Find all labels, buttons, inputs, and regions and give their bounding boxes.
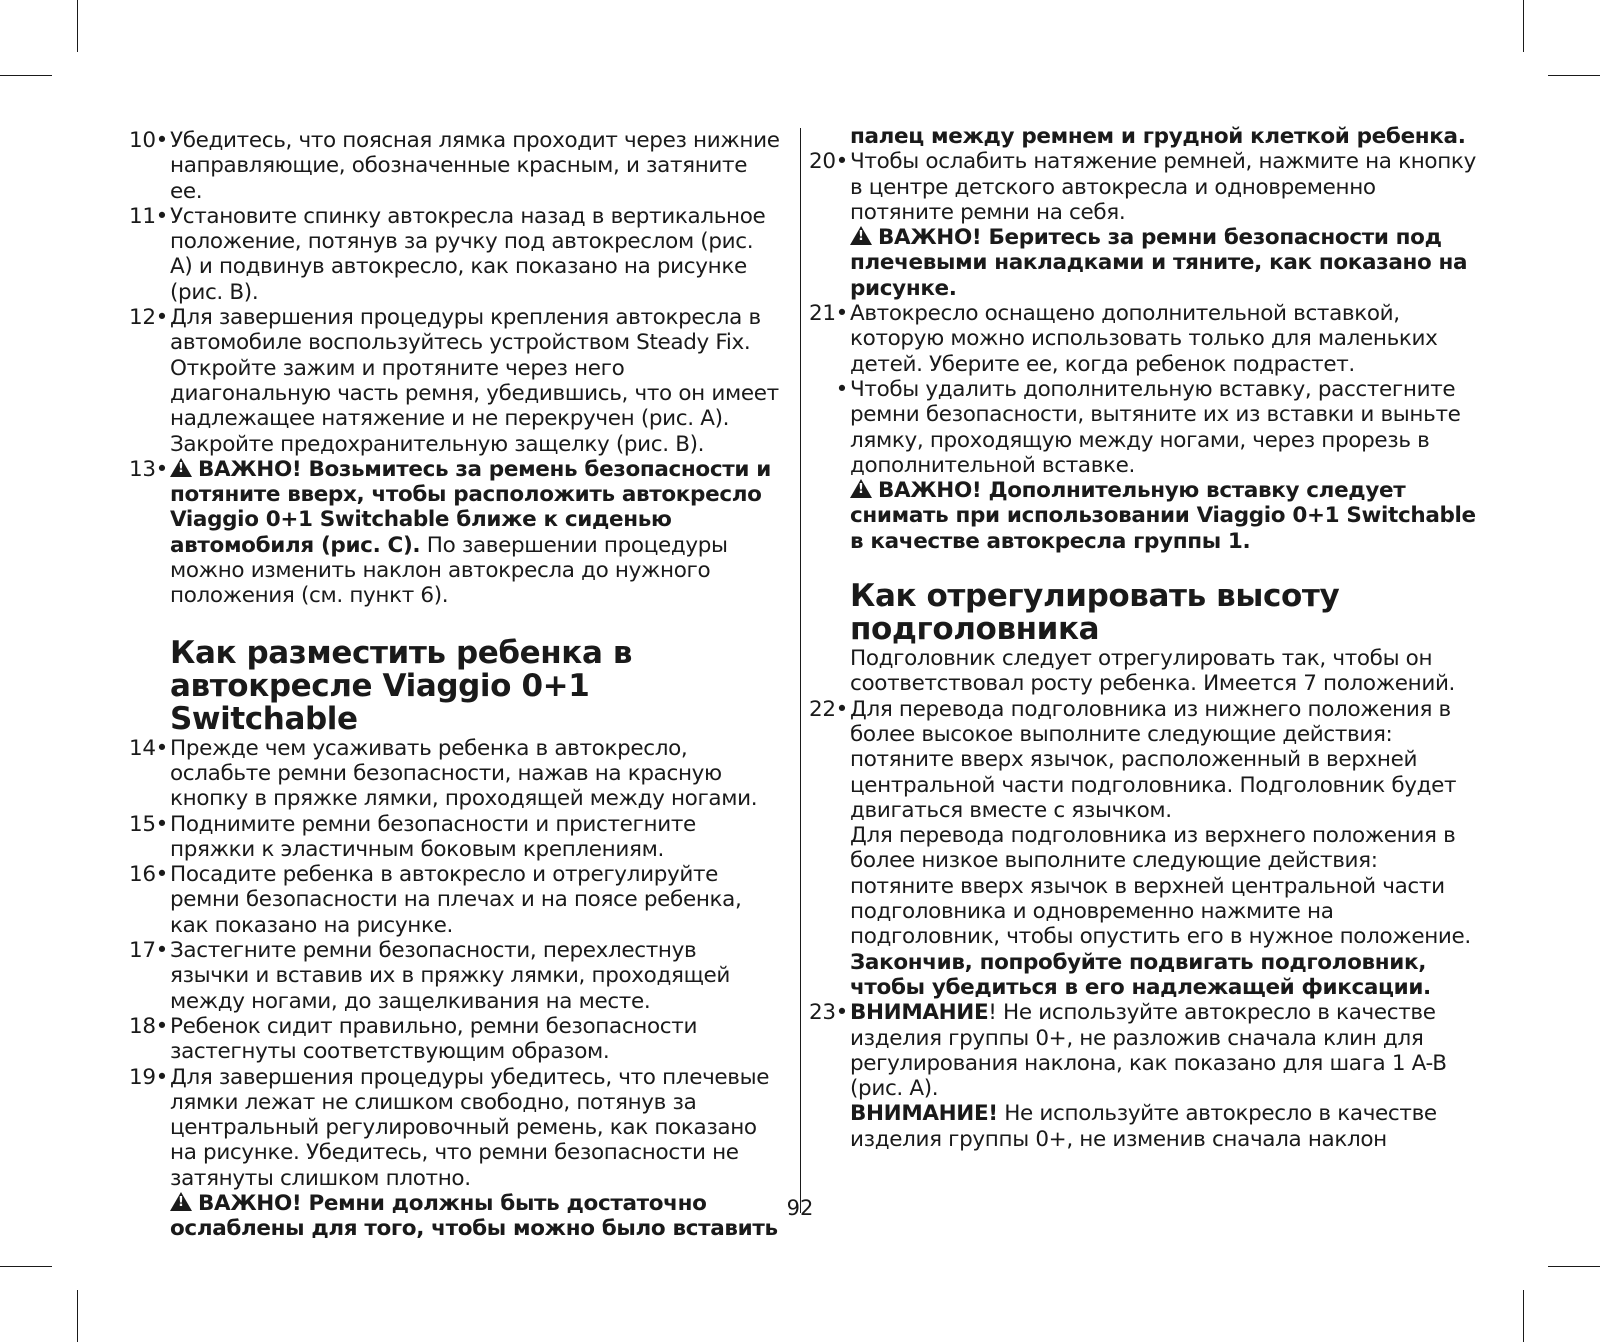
- item-number: 22•: [809, 696, 848, 722]
- paragraph: [800, 1101, 1480, 1152]
- item-number: 16•: [129, 862, 168, 888]
- item-text: Автокресло оснащено дополнительной вставкой, которую можно использовать только для маленьких детей. Уберите ее, когда ребенок подрастет.: [850, 301, 1438, 377]
- crop-mark: [0, 75, 52, 76]
- list-item: [120, 938, 780, 1014]
- crop-mark: [77, 1290, 78, 1342]
- paragraph: Для перевода подголовника из верхнего положения в более низкое выполните следующие действия: потяните вверх язычок в верхней центральной части подголовника и одновременно нажмите на подголовник, чтобы опустить его в нужное положение.: [850, 823, 1471, 950]
- item-text: Чтобы удалить дополнительную вставку, расстегните ремни безопасности, вытяните их из вставки и выньте лямку, проходящую между ногами, через прорезь в дополнительной вставке.: [850, 376, 1461, 478]
- item-text: ! Не используйте автокресло в качестве изделия группы 0+, не разложив сначала клин для регулирования наклона, как показано для шага 1 A-B (рис. A).: [850, 1000, 1447, 1102]
- crop-mark: [1548, 75, 1600, 76]
- list-item: [120, 812, 780, 863]
- crop-mark: [1548, 1266, 1600, 1267]
- section-heading: Как отрегулировать высоту подголовника: [850, 578, 1340, 648]
- item-number: 23•: [809, 1000, 848, 1026]
- crop-mark: [77, 0, 78, 52]
- list-item: [800, 377, 1480, 478]
- list-item: [120, 128, 780, 204]
- item-text: Установите спинку автокресла назад в вертикальное положение, потянув за ручку под автокреслом (рис. A) и подвинув автокресло, как показано на рисунке (рис. B).: [170, 203, 766, 305]
- item-text: Для завершения процедуры крепления автокресла в автомобиле воспользуйтесь устройством Steady Fix. Откройте зажим и протяните через него диагональную часть ремня, убедившись, что он имеет надлежащее натяжение и не перекручен (рис. A). Закройте предохранительную защелку (рис. B).: [170, 305, 779, 457]
- item-text: Прежде чем усаживать ребенка в автокресло, ослабьте ремни безопасности, нажав на красную кнопку в пряжке лямки, проходящей между ногами.: [170, 735, 758, 812]
- crop-mark: [0, 1266, 52, 1267]
- warning-text: ВАЖНО! Возьмитесь за ремень безопасности и потяните вверх, чтобы расположить автокресло Viaggio 0+1 Switchable ближе к сиденью автомобиля (рис. C).: [170, 456, 771, 558]
- list-item: [120, 204, 780, 305]
- list-item: [800, 697, 1480, 823]
- warning-icon: [170, 1192, 192, 1211]
- section-heading: Как разместить ребенка в автокресле Viaggio 0+1 Switchable: [170, 634, 633, 737]
- warning-icon: [850, 479, 872, 498]
- item-text: Застегните ремни безопасности, перехлестнув язычки и вставив их в пряжку лямки, проходящей между ногами, до защелкивания на месте.: [170, 938, 730, 1014]
- list-item: [800, 149, 1480, 225]
- warning-paragraph: [120, 1191, 780, 1242]
- list-item: [120, 1014, 780, 1065]
- warning-text: ВАЖНО! Беритесь за ремни безопасности под плечевыми накладками и тяните, как показано на рисунке.: [850, 225, 1468, 301]
- page-number: 92: [786, 1196, 814, 1220]
- warning-paragraph: [800, 478, 1480, 554]
- list-item: [800, 1000, 1480, 1101]
- item-text: Посадите ребенка в автокресло и отрегулируйте ремни безопасности на плечах и на поясе ребенка, как показано на рисунке.: [170, 862, 742, 938]
- list-item: [120, 862, 780, 938]
- list-item: [120, 736, 780, 812]
- list-item: [120, 457, 780, 609]
- item-number: 18•: [129, 1013, 168, 1039]
- item-number: 14•: [129, 735, 168, 761]
- warning-continuation: палец между ремнем и грудной клеткой ребенка.: [850, 124, 1466, 149]
- attention-label: ВНИМАНИЕ!: [850, 1101, 998, 1127]
- item-bullet: •: [835, 376, 848, 402]
- item-number: 19•: [129, 1064, 168, 1090]
- item-text: Не используйте автокресло в качестве изделия группы 0+, не изменив сначала наклон: [850, 1101, 1437, 1152]
- left-column: [120, 128, 780, 1242]
- warning-icon: [170, 458, 192, 477]
- list-item: [800, 301, 1480, 377]
- item-number: 17•: [129, 938, 168, 964]
- intro-paragraph: Подголовник следует отрегулировать так, чтобы он соответствовал росту ребенка. Имеется 7 положений.: [850, 646, 1456, 697]
- item-number: 13•: [129, 456, 168, 482]
- item-number: 21•: [809, 301, 848, 327]
- bold-paragraph: Закончив, попробуйте подвигать подголовник, чтобы убедиться в его надлежащей фиксации.: [850, 949, 1431, 1000]
- item-number: 15•: [129, 811, 168, 837]
- crop-mark: [1523, 0, 1524, 52]
- item-text: Для перевода подголовника из нижнего положения в более высокое выполните следующие действия: потяните вверх язычок, расположенный в верхней центральной части подголовника. Подголовник будет двигаться вместе с язычком.: [850, 696, 1457, 823]
- right-column: [800, 124, 1480, 1152]
- item-number: 10•: [129, 128, 168, 153]
- item-text: Убедитесь, что поясная лямка проходит через нижние направляющие, обозначенные красным, и затяните ее.: [170, 128, 780, 204]
- warning-text: ВАЖНО! Ремни должны быть достаточно ослаблены для того, чтобы можно было вставить: [170, 1190, 778, 1242]
- list-item: [120, 305, 780, 457]
- list-item: [120, 1065, 780, 1191]
- item-text: По завершении процедуры можно изменить наклон автокресла до нужного положения (см. пункт 6).: [170, 532, 728, 609]
- item-number: 12•: [129, 305, 168, 331]
- warning-text: ВАЖНО! Дополнительную вставку следует снимать при использовании Viaggio 0+1 Switchable в качестве автокресла группы 1.: [850, 478, 1476, 554]
- item-text: Поднимите ремни безопасности и пристегните пряжки к эластичным боковым креплениям.: [170, 811, 696, 862]
- item-text: Ребенок сидит правильно, ремни безопасности застегнуты соответствующим образом.: [170, 1013, 698, 1065]
- attention-label: ВНИМАНИЕ: [850, 1000, 989, 1026]
- item-number: 20•: [809, 149, 848, 175]
- crop-mark: [1523, 1290, 1524, 1342]
- item-number: 11•: [129, 203, 168, 229]
- warning-icon: [850, 226, 872, 245]
- item-text: Для завершения процедуры убедитесь, что плечевые лямки лежат не слишком свободно, потянув за центральный регулировочный ремень, как показано на рисунке. Убедитесь, что ремни безопасности не затянуты слишком плотно.: [170, 1064, 770, 1191]
- item-text: Чтобы ослабить натяжение ремней, нажмите на кнопку в центре детского автокресла и одновременно потяните ремни на себя.: [850, 149, 1476, 225]
- warning-paragraph: [800, 225, 1480, 301]
